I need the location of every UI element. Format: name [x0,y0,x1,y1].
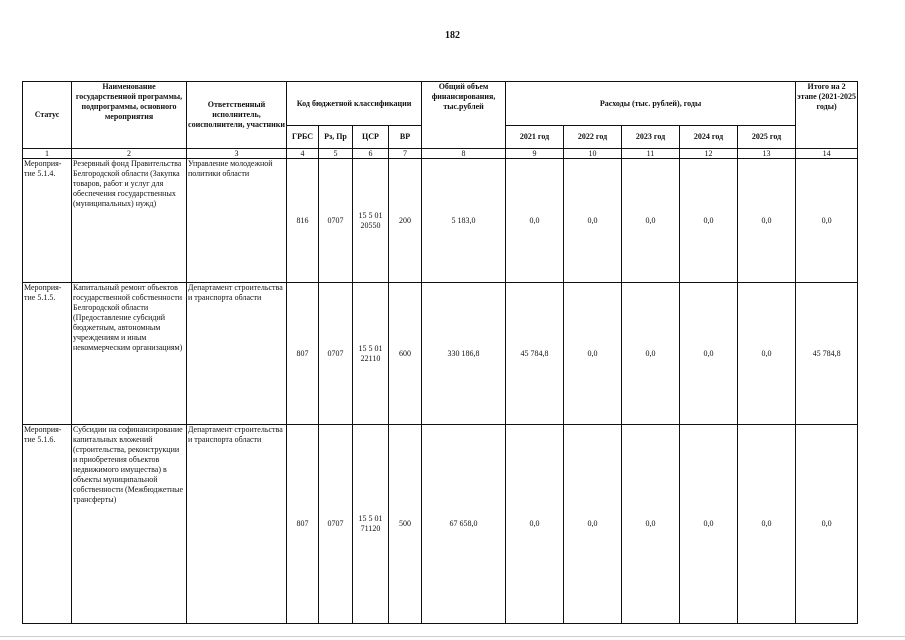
page-number: 182 [445,30,460,41]
row-name: Субсидии на софинансирование капитальных вложений (строительства, реконструкции и приобретения объектов недвижимого имущества) в объекты муниципальной собственности (Межбюджетные трансферты) [72,425,187,624]
column-number: 4 [287,149,319,159]
row-year-2021: 45 784,8 [506,283,564,425]
row-rzpr: 0707 [319,425,353,624]
row-status: Мероприя-тие 5.1.4. [23,159,72,283]
row-status: Мероприя-тие 5.1.5. [23,283,72,425]
row-status: Мероприя-тие 5.1.6. [23,425,72,624]
row-year-2022: 0,0 [564,425,622,624]
column-number: 6 [353,149,389,159]
column-numbers-row [23,149,858,159]
header-vr: ВР [389,126,422,149]
row-rzpr: 0707 [319,159,353,283]
header-year-2022: 2022 год [564,126,622,149]
row-year-2024: 0,0 [680,283,738,425]
header-total: Общий объем финансирования, тыс.рублей [422,82,506,149]
header-expenses: Расходы (тыс. рублей), годы [506,82,796,126]
row-total: 5 183,0 [422,159,506,283]
column-number: 3 [187,149,287,159]
row-name: Резервный фонд Правительства Белгородской области (Закупка товаров, работ и услуг для обеспечения государственных (муниципальных) нужд) [72,159,187,283]
header-kbk: Код бюджетной классификации [287,82,422,126]
header-year-2021: 2021 год [506,126,564,149]
column-number: 1 [23,149,72,159]
row-csr: 15 5 01 20550 [353,159,389,283]
row-year-2023: 0,0 [622,283,680,425]
row-executor: Департамент строительства и транспорта области [187,283,287,425]
row-executor: Департамент строительства и транспорта области [187,425,287,624]
column-number: 10 [564,149,622,159]
row-grbs: 816 [287,159,319,283]
row-year-2023: 0,0 [622,425,680,624]
row-stage-total: 0,0 [796,425,858,624]
row-year-2024: 0,0 [680,425,738,624]
row-year-2025: 0,0 [738,159,796,283]
header-name: Наименование государственной программы, подпрограммы, основного мероприятия [72,82,187,149]
row-name: Капитальный ремонт объектов государственной собственности Белгородской области (Предоставление субсидий бюджетным, автономным учреждениям и иным некоммерческим организациям) [72,283,187,425]
row-total: 67 658,0 [422,425,506,624]
table-row [23,159,858,283]
row-year-2025: 0,0 [738,425,796,624]
column-number: 8 [422,149,506,159]
row-year-2021: 0,0 [506,159,564,283]
header-year-2024: 2024 год [680,126,738,149]
column-number: 9 [506,149,564,159]
page-bottom-edge [0,636,905,637]
row-grbs: 807 [287,425,319,624]
row-total: 330 186,8 [422,283,506,425]
header-status: Статус [23,82,72,149]
column-number: 7 [389,149,422,159]
row-vr: 500 [389,425,422,624]
column-number: 11 [622,149,680,159]
header-rzpr: Рз, Пр [319,126,353,149]
column-number: 14 [796,149,858,159]
row-year-2021: 0,0 [506,425,564,624]
row-grbs: 807 [287,283,319,425]
table-row [23,425,858,624]
header-year-2025: 2025 год [738,126,796,149]
header-grbs: ГРБС [287,126,319,149]
row-stage-total: 0,0 [796,159,858,283]
column-number: 13 [738,149,796,159]
column-number: 5 [319,149,353,159]
row-rzpr: 0707 [319,283,353,425]
header-csr: ЦСР [353,126,389,149]
row-year-2022: 0,0 [564,283,622,425]
table-row [23,283,858,425]
row-csr: 15 5 01 71120 [353,425,389,624]
row-year-2023: 0,0 [622,159,680,283]
row-csr: 15 5 01 22110 [353,283,389,425]
row-year-2022: 0,0 [564,159,622,283]
header-stage-total: Итого на 2 этапе (2021-2025 годы) [796,82,858,149]
row-vr: 200 [389,159,422,283]
column-number: 12 [680,149,738,159]
row-vr: 600 [389,283,422,425]
row-year-2025: 0,0 [738,283,796,425]
header-executor: Ответственный исполнитель, соисполнители, участники [187,82,287,149]
column-number: 2 [72,149,187,159]
header-year-2023: 2023 год [622,126,680,149]
budget-table [22,81,858,624]
row-stage-total: 45 784,8 [796,283,858,425]
row-year-2024: 0,0 [680,159,738,283]
row-executor: Управление молодежной политики области [187,159,287,283]
